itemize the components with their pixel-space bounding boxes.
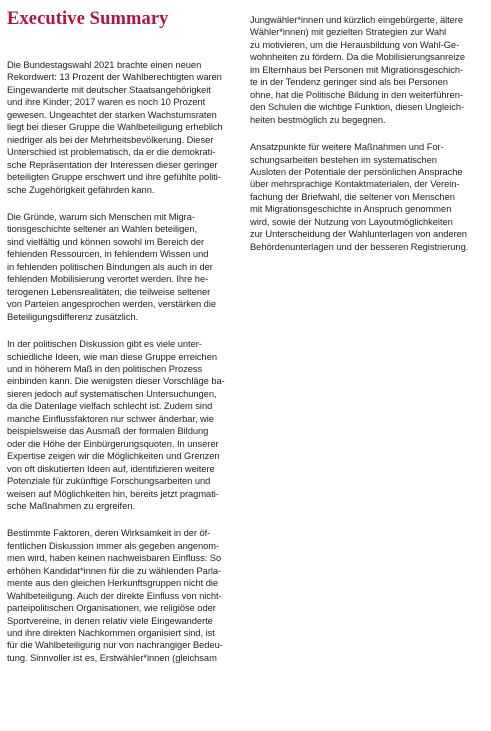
left-column <box>7 59 237 679</box>
paragraph-election-record: Die Bundestagswahl 2021 brachte einen neuen Rekordwert: 13 Prozent der Wahlberechtigten waren Eingewanderte mit deutscher Staatsangehörigkeit und ihre Kinder; 2017 waren es noch 10 Prozent gewesen. Ungeachtet der starken Wachstumsraten liegt bei dieser Gruppe die Wahlbeteiligung erheblich niedriger als bei der Mehrheitsbevölkerung. Dieser Unterschied ist problematisch, da er die demokrati- sche Repräsentation der Interessen dieser geringer beteiligten Gruppe erschwert und ihre gefühlte politi- sche Zugehörigkeit gefährden kann. <box>7 60 223 195</box>
page-title: Executive Summary <box>7 9 169 29</box>
right-column <box>250 14 484 268</box>
paragraph-first-time-voters: Jungwähler*innen und kürzlich eingebürgerte, ältere Wähler*innen) mit gezielten Strategien zur Wahl zu motivieren, um die Herausbildung von Wahl-Ge- wohnheiten zu fördern. Da die Mobilisierungsanreize im Elternhaus bei Personen mit Migrationsgeschich- te in der Tendenz geringer sind als bei Personen ohne, hat die Politische Bildung in den weiterführen- den Schulen die wichtige Funktion, diesen Ungleich- heiten bestmöglich zu begegnen. <box>250 15 466 125</box>
paragraph-political-discussion: In der politischen Diskussion gibt es viele unter- schiedliche Ideen, wie man diese Gruppe erreichen und in höherem Maß in den politischen Prozess einbinden kann. Die wenigsten dieser Vorschläge ba- sieren jedoch auf systematischen Untersuchungen, da die Datenlage vielfach schlecht ist. Zudem sind manche Einflussfaktoren nur schwer änderbar, wie beispielsweise das Ausmaß der formalen Bildung oder die Höhe der Einbürgerungsquoten. In unserer Expertise zeigen wir die Möglichkeiten und Grenzen von oft diskutierten Ideen auf, identifizieren weitere Potenziale für zukünftige Forschungsarbeiten und weisen auf Möglichkeiten hin, bereits jetzt pragmati- sche Maßnahmen zu ergreifen. <box>7 339 225 511</box>
paragraph-reasons: Die Gründe, warum sich Menschen mit Migra- tionsgeschichte seltener an Wahlen beteiligen, sind vielfältig und können sowohl im Bereich der fehlenden Ressourcen, in fehlendem Wissen und in fehlenden politischen Bindungen als auch in der fehlenden Mobilisierung verortet werden. Ihre he- terogenen Lebensrealitäten, die teilweise seltener von Parteien angesprochen werden, verstärken die Beteiligungsdifferenz zusätzlich. <box>7 211 217 322</box>
paragraph-factors: Bestimmte Faktoren, deren Wirksamkeit in der öf- fentlichen Diskussion immer als gegeben angenom- men wird, haben keinen nachweisbaren Einfluss: So erhöhen Kandidat*innen für die zu wählenden Parla- mente aus den gleichen Herkunftsgruppen nicht die Wahlbeteiligung. Auch der direkte Einfluss von nicht- parteipolitischen Organisationen, wie religiöse oder Sportvereine, in denen relativ viele Eingewanderte und ihre direkten Nachkommen organisiert sind, ist für die Wahlbeteiligung nur von nachrangiger Bedeu- tung. Sinnvoller ist es, Erstwähler*innen (gleichsam <box>7 528 223 663</box>
paragraph-further-measures: Ansatzpunkte für weitere Maßnahmen und For- schungsarbeiten bestehen im systematischen Ausloten der Potentiale der persönlichen Ansprache über mehrsprachige Kontaktmaterialen, der Verein- fachung der Briefwahl, die seltener von Menschen mit Migrationsgeschichte in Anspruch genommen wird, sowie der Nutzung von Layoutmöglichkeiten zur Unterscheidung der Wahlunterlagen von anderen Behördenunterlagen und der besseren Registrierung. <box>250 142 469 252</box>
